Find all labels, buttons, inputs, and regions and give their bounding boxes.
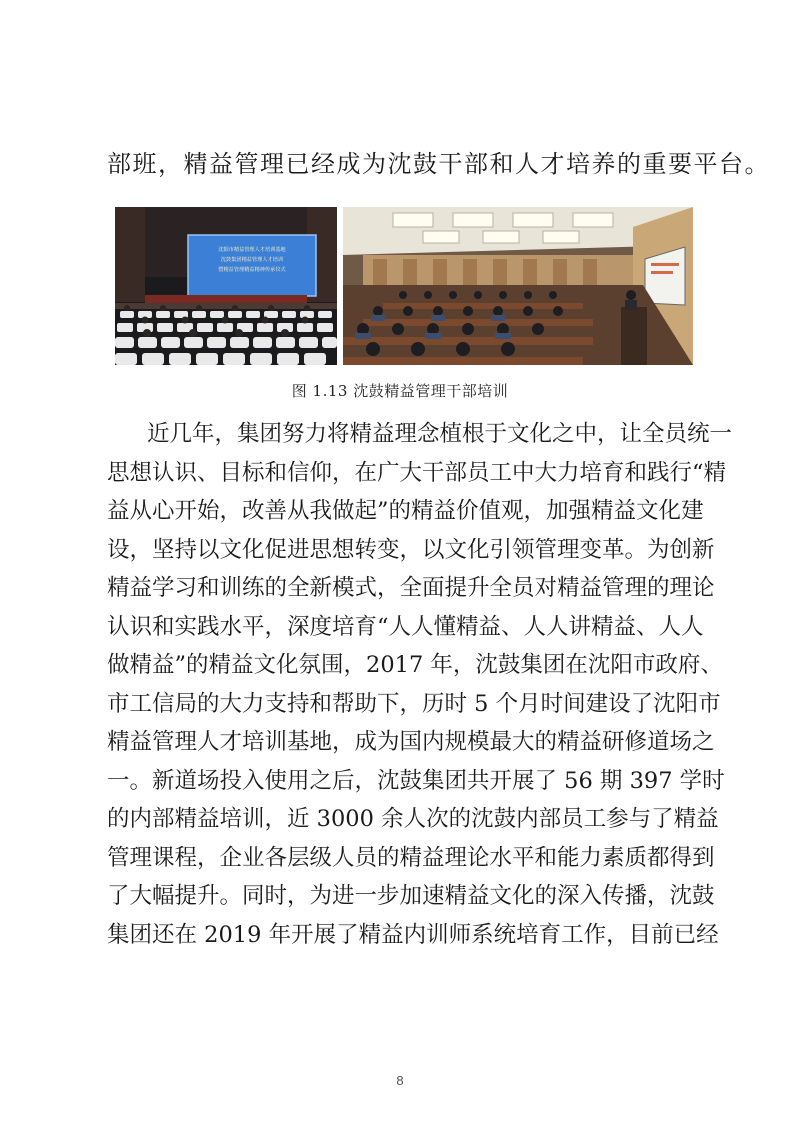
classroom-photo [343,207,693,365]
figure-training-photos [115,207,693,365]
page-number: 8 [396,1073,404,1088]
body-paragraph [107,415,733,954]
body-line: 了大幅提升。同时，为进一步加速精益文化的深入传播，沈鼓 [107,883,715,909]
body-line: 市工信局的大力支持和帮助下，历时 5 个月时间建设了沈阳市 [107,690,721,717]
body-line: 的内部精益培训，近 3000 余人次的沈鼓内部员工参与了精益 [107,806,719,832]
body-line: 做精益”的精益文化氛围，2017 年，沈鼓集团在沈阳市政府、 [107,652,723,678]
body-line: 近几年，集团努力将精益理念植根于文化之中，让全员统一 [147,421,733,447]
screen-line-3: 暨精益管理精益精神传承仪式 [218,267,286,273]
body-line: 一。新道场投入使用之后，沈鼓集团共开展了 56 期 397 学时 [107,767,725,794]
body-line: 设，坚持以文化促进思想转变，以文化引领管理变革。为创新 [107,536,715,563]
body-line: 精益管理人才培训基地，成为国内规模最大的精益研修道场之 [107,729,715,755]
screen-line-1: 沈阳市精益管理人才培训基地 [218,247,286,253]
paragraph-continuation: 部班，精益管理已经成为沈鼓干部和人才培养的重要平台。 [107,150,770,178]
body-line: 益从心开始，改善从我做起”的精益价值观，加强精益文化建 [107,498,704,524]
body-line: 集团还在 2019 年开展了精益内训师系统培育工作，目前已经 [107,921,719,948]
figure-caption: 图 1.13 沈鼓精益管理干部培训 [291,382,509,400]
screen-line-2: 沈鼓集团精益管理人才培训 [220,257,284,263]
body-line: 管理课程，企业各层级人员的精益理论水平和能力素质都得到 [107,844,715,871]
body-line: 精益学习和训练的全新模式，全面提升全员对精益管理的理论 [107,575,715,601]
training-hall-photo [115,207,337,365]
body-line: 认识和实践水平，深度培育“人人懂精益、人人讲精益、人人 [107,613,704,640]
body-line: 思想认识、目标和信仰，在广大干部员工中大力培育和践行“精 [107,459,727,486]
